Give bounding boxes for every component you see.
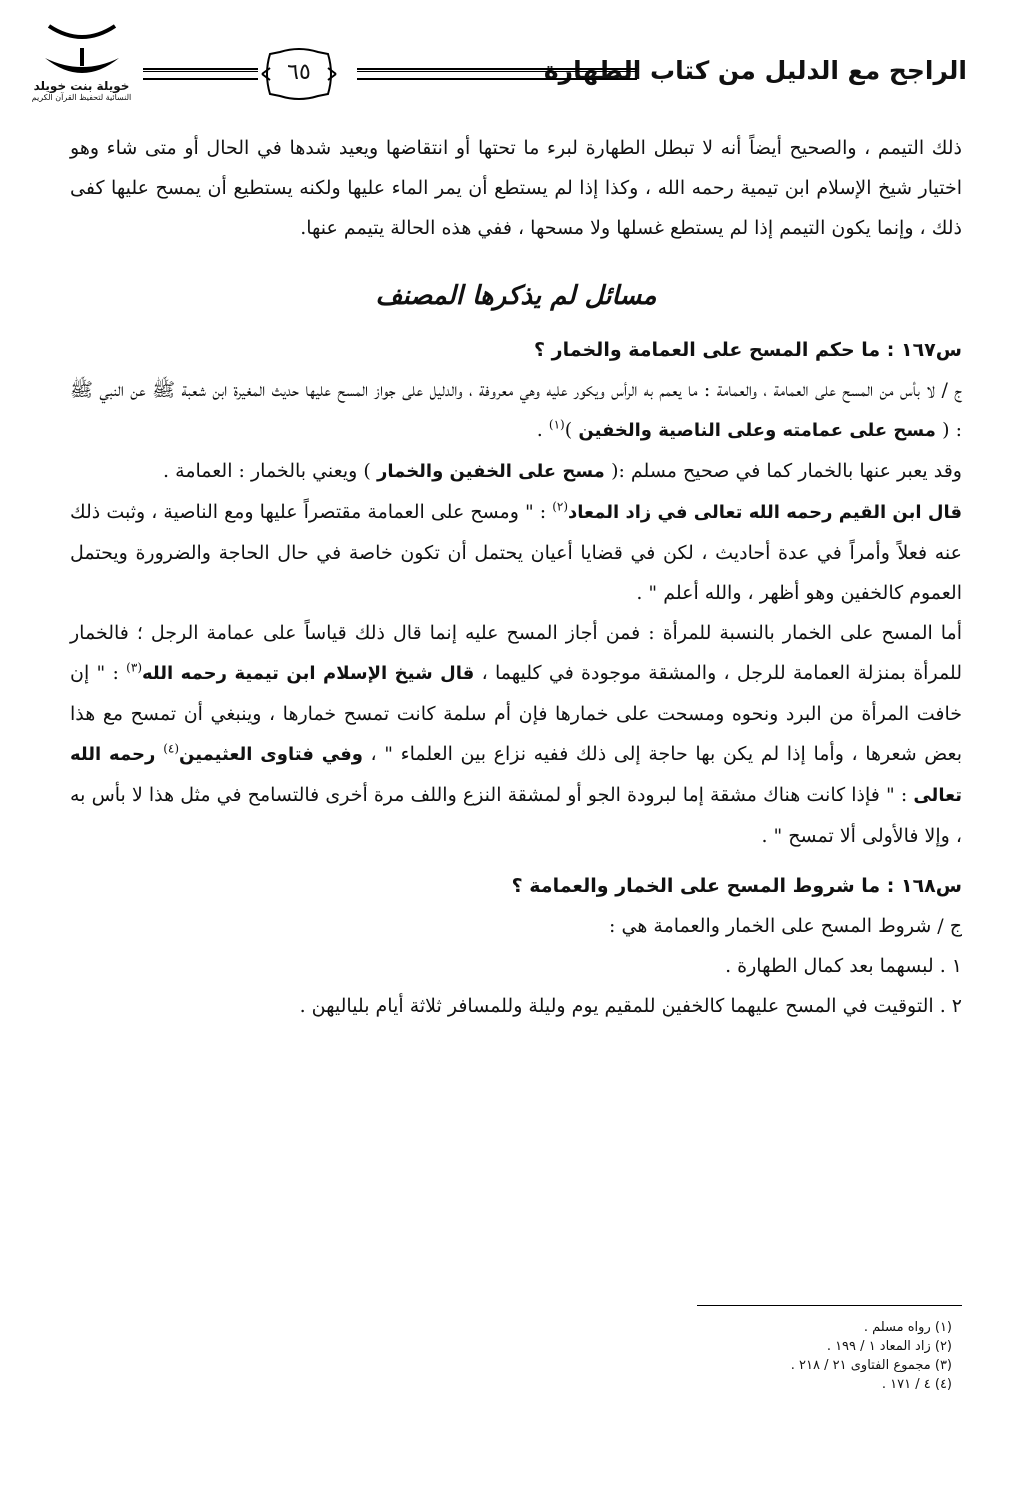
footnote-3: (٣) مجموع الفتاوى ٢١ / ٢١٨ . — [790, 1358, 952, 1373]
footnotes — [552, 1318, 952, 1394]
page-number-frame — [260, 46, 338, 102]
spacer — [70, 856, 962, 866]
uthaymeen-attribution: وفي فتاوى العثيمين — [179, 744, 363, 765]
logo-subtitle: النسائية لتحفيظ القرآن الكريم — [31, 93, 132, 102]
logo-name: خويلة بنت خويلد — [33, 79, 130, 93]
page-number: ٦٥ — [287, 60, 311, 85]
answer-168-intro: ج / شروط المسح على الخمار والعمامة هي : — [609, 915, 962, 937]
footnote-ref-1: (١) — [548, 417, 565, 432]
condition-1: ١ . لبسهما بعد كمال الطهارة . — [725, 955, 962, 977]
footnote-ref-3: (٣) — [126, 660, 142, 675]
page-header — [18, 18, 967, 108]
footnote-2: (٢) زاد المعاد ١ / ١٩٩ . — [826, 1339, 952, 1354]
footnote-ref-4: (٤) — [163, 741, 180, 756]
ibn-taymiyyah-quote: : " إن خافت المرأة من البرد ونحوه ومسحت على خمارها فإن أم سلمة كانت تمسح خمارها ، وينبغي أن تمسح مع هذا بعض شعرها ، وأما إذا لم يكن بها حاجة إلى ذلك ففيه نزاع بين العلماء " ، — [70, 662, 962, 765]
crescent-book-icon — [37, 18, 127, 80]
footnote-4: (٤) ٤ / ١٧١ . — [881, 1377, 952, 1392]
uthaymeen-quote: : " فإذا كانت هناك مشقة إما لبرودة الجو أو لمشقة النزع واللف مرة أخرى فالتسامح في مثل هذا لا بأس به ، وإلا فالأولى ألا تمسح " . — [70, 784, 962, 847]
answer-167-para-1 — [70, 370, 962, 451]
paragraph-intro: ذلك التيمم ، والصحيح أيضاً أنه لا تبطل الطهارة لبرء ما تحتها أو انتقاضها ويعيد شدها في الحال أو متى شاء وهو اختيار شيخ الإسلام ابن تيمية رحمه الله ، وكذا إذا لم يستطع أن يمر الماء عليها ولكنه يستطيع أن يمسح عليها كفى ذلك ، وإنما يكون التيمم إذا لم يستطع غسلها ولا مسحها ، ففي هذه الحالة يتيمم عنها. — [70, 137, 962, 239]
ibn-qayyim-quote: : " ومسح على العمامة مقتصراً عليها ومع الناصية ، وثبت ذلك عنه فعلاً وأمراً في عدة أحاديث ، لكن في قضايا أعيان يحتمل أن تكون خاصة في حال الحاجة والضرورة ويحتمل العموم كالخفين وهو أظهر ، والله أعلم " . — [70, 501, 962, 604]
book-title: الراجح مع الدليل من كتاب الطهارة — [543, 56, 967, 85]
answer-167-text-2-end: ) ويعني بالخمار : العمامة . — [163, 460, 371, 482]
sentence-end: . — [536, 419, 549, 441]
main-text — [70, 128, 962, 1026]
answer-167-text: ج / لا بأس من المسح على العمامة ، والعمامة : ما يعمم به الرأس ويكور عليه وهي معروفة ، والدليل على جواز المسح عليها حديث المغيرة ابن شعبة ﷺ عن النبي ﷺ : ( — [70, 379, 962, 441]
header-rule-right — [357, 68, 637, 80]
ibn-taymiyyah-attribution: قال شيخ الإسلام ابن تيمية رحمه الله — [142, 663, 475, 684]
ibn-qayyim-attribution: قال ابن القيم رحمه الله تعالى في زاد المعاد — [568, 502, 962, 523]
footnote-rule — [697, 1305, 962, 1306]
footnote-1: (١) رواه مسلم . — [863, 1320, 952, 1335]
answer-167-para-4 — [70, 613, 962, 856]
quote-close: ) — [564, 419, 573, 441]
answer-167-text-2: وقد يعبر عنها بالخمار كما في صحيح مسلم :( — [611, 460, 962, 482]
khimar-text: أما المسح على الخمار بالنسبة للمرأة : فمن أجاز المسح عليه إنما قال ذلك قياساً على عمامة الرجل ؛ فالخمار للمرأة بمنزلة العمامة للرجل ، والمشقة موجودة في كليهما ، — [70, 622, 963, 684]
publisher-logo — [24, 18, 139, 113]
uthaymeen-honorific: رحمه الله تعالى — [70, 744, 962, 806]
condition-2: ٢ . التوقيت في المسح عليهما كالخفين للمقيم يوم وليلة وللمسافر ثلاثة أيام بلياليهن . — [299, 995, 962, 1017]
question-168: س١٦٨ : ما شروط المسح على الخمار والعمامة ؟ — [511, 875, 962, 897]
hadith-quote: مسح على عمامته وعلى الناصية والخفين — [572, 420, 943, 441]
answer-167-para-2 — [70, 451, 962, 492]
answer-167-para-3 — [70, 492, 962, 613]
muslim-quote: مسح على الخفين والخمار — [370, 461, 612, 482]
section-title: مسائل لم يذكرها المصنف — [375, 281, 657, 311]
header-rule-left — [143, 68, 258, 80]
footnote-ref-2: (٢) — [552, 499, 569, 514]
question-167: س١٦٧ : ما حكم المسح على العمامة والخمار ؟ — [534, 339, 962, 361]
